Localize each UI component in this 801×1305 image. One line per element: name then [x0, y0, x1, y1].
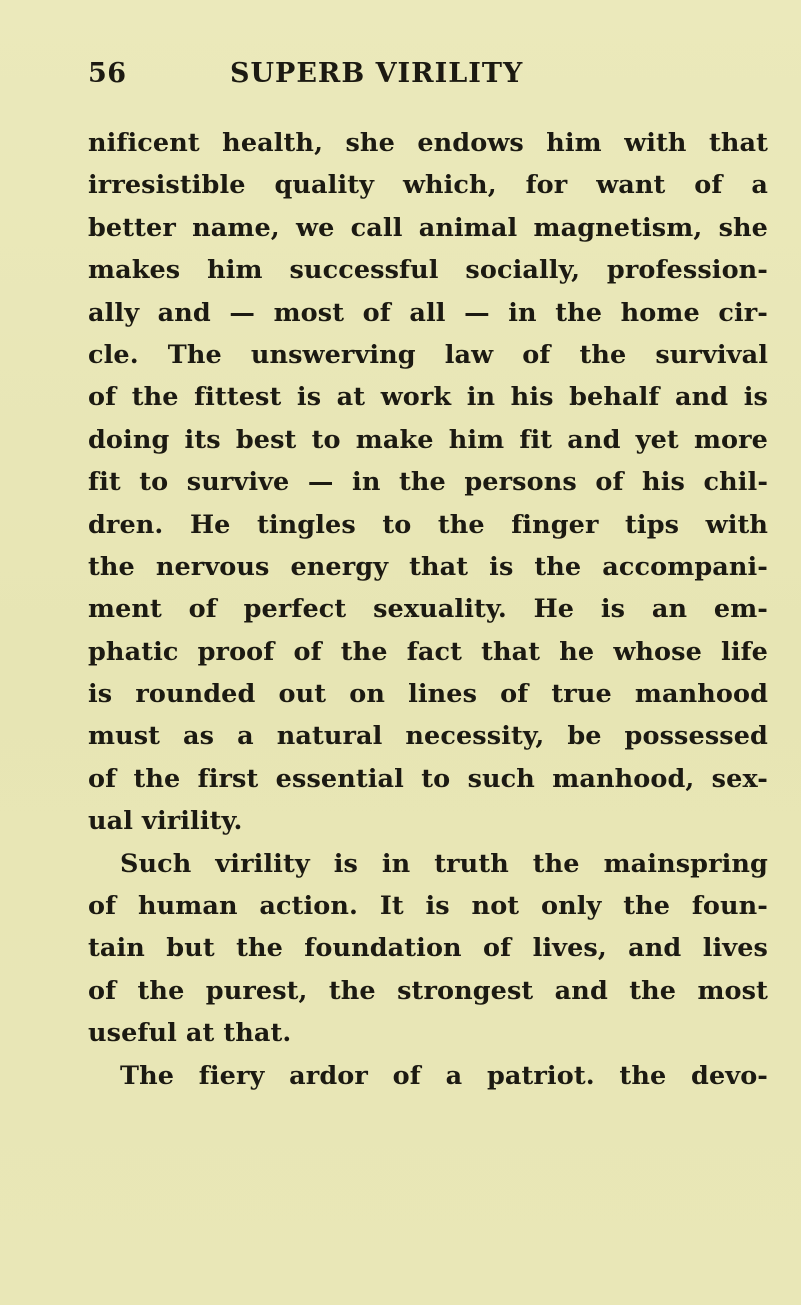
text-line: makes him successful socially, profession- [88, 255, 768, 286]
paragraph-end-line: useful at that. [88, 1018, 292, 1049]
body-text [88, 122, 768, 1097]
text-line: of human action. It is not only the foun- [88, 891, 768, 922]
text-line: cle. The unswerving law of the survival [88, 339, 768, 370]
text-line: fit to survive — in the persons of his chil- [88, 467, 768, 498]
text-line: ally and — most of all — in the home cir- [88, 297, 768, 328]
paragraph-start-line: Such virility is in truth the mainspring [120, 848, 768, 879]
text-line: is rounded out on lines of true manhood [88, 679, 768, 710]
text-line: nificent health, she endows him with that [88, 128, 768, 158]
text-line: dren. He tingles to the finger tips with [88, 509, 768, 540]
running-title: SUPERB VIRILITY [230, 58, 524, 89]
text-line: of the purest, the strongest and the most [88, 975, 768, 1006]
paragraph-start-line: The fiery ardor of a patriot. the devo- [120, 1060, 768, 1091]
text-line: of the first essential to such manhood, sex- [88, 763, 768, 794]
text-line: irresistible quality which, for want of a [88, 170, 768, 201]
text-line: better name, we call animal magnetism, she [88, 212, 768, 243]
paragraph-end-line: ual virility. [88, 806, 243, 837]
page-header [88, 58, 728, 108]
text-line: must as a natural necessity, be possessed [88, 721, 768, 752]
text-line: doing its best to make him fit and yet more [88, 424, 768, 455]
page-number: 56 [88, 58, 127, 89]
text-line: tain but the foundation of lives, and lives [88, 933, 768, 964]
text-line: the nervous energy that is the accompani- [88, 551, 768, 582]
text-line: of the fittest is at work in his behalf and is [88, 382, 768, 413]
text-line: ment of perfect sexuality. He is an em- [88, 594, 768, 625]
text-line: phatic proof of the fact that he whose life [88, 636, 768, 667]
